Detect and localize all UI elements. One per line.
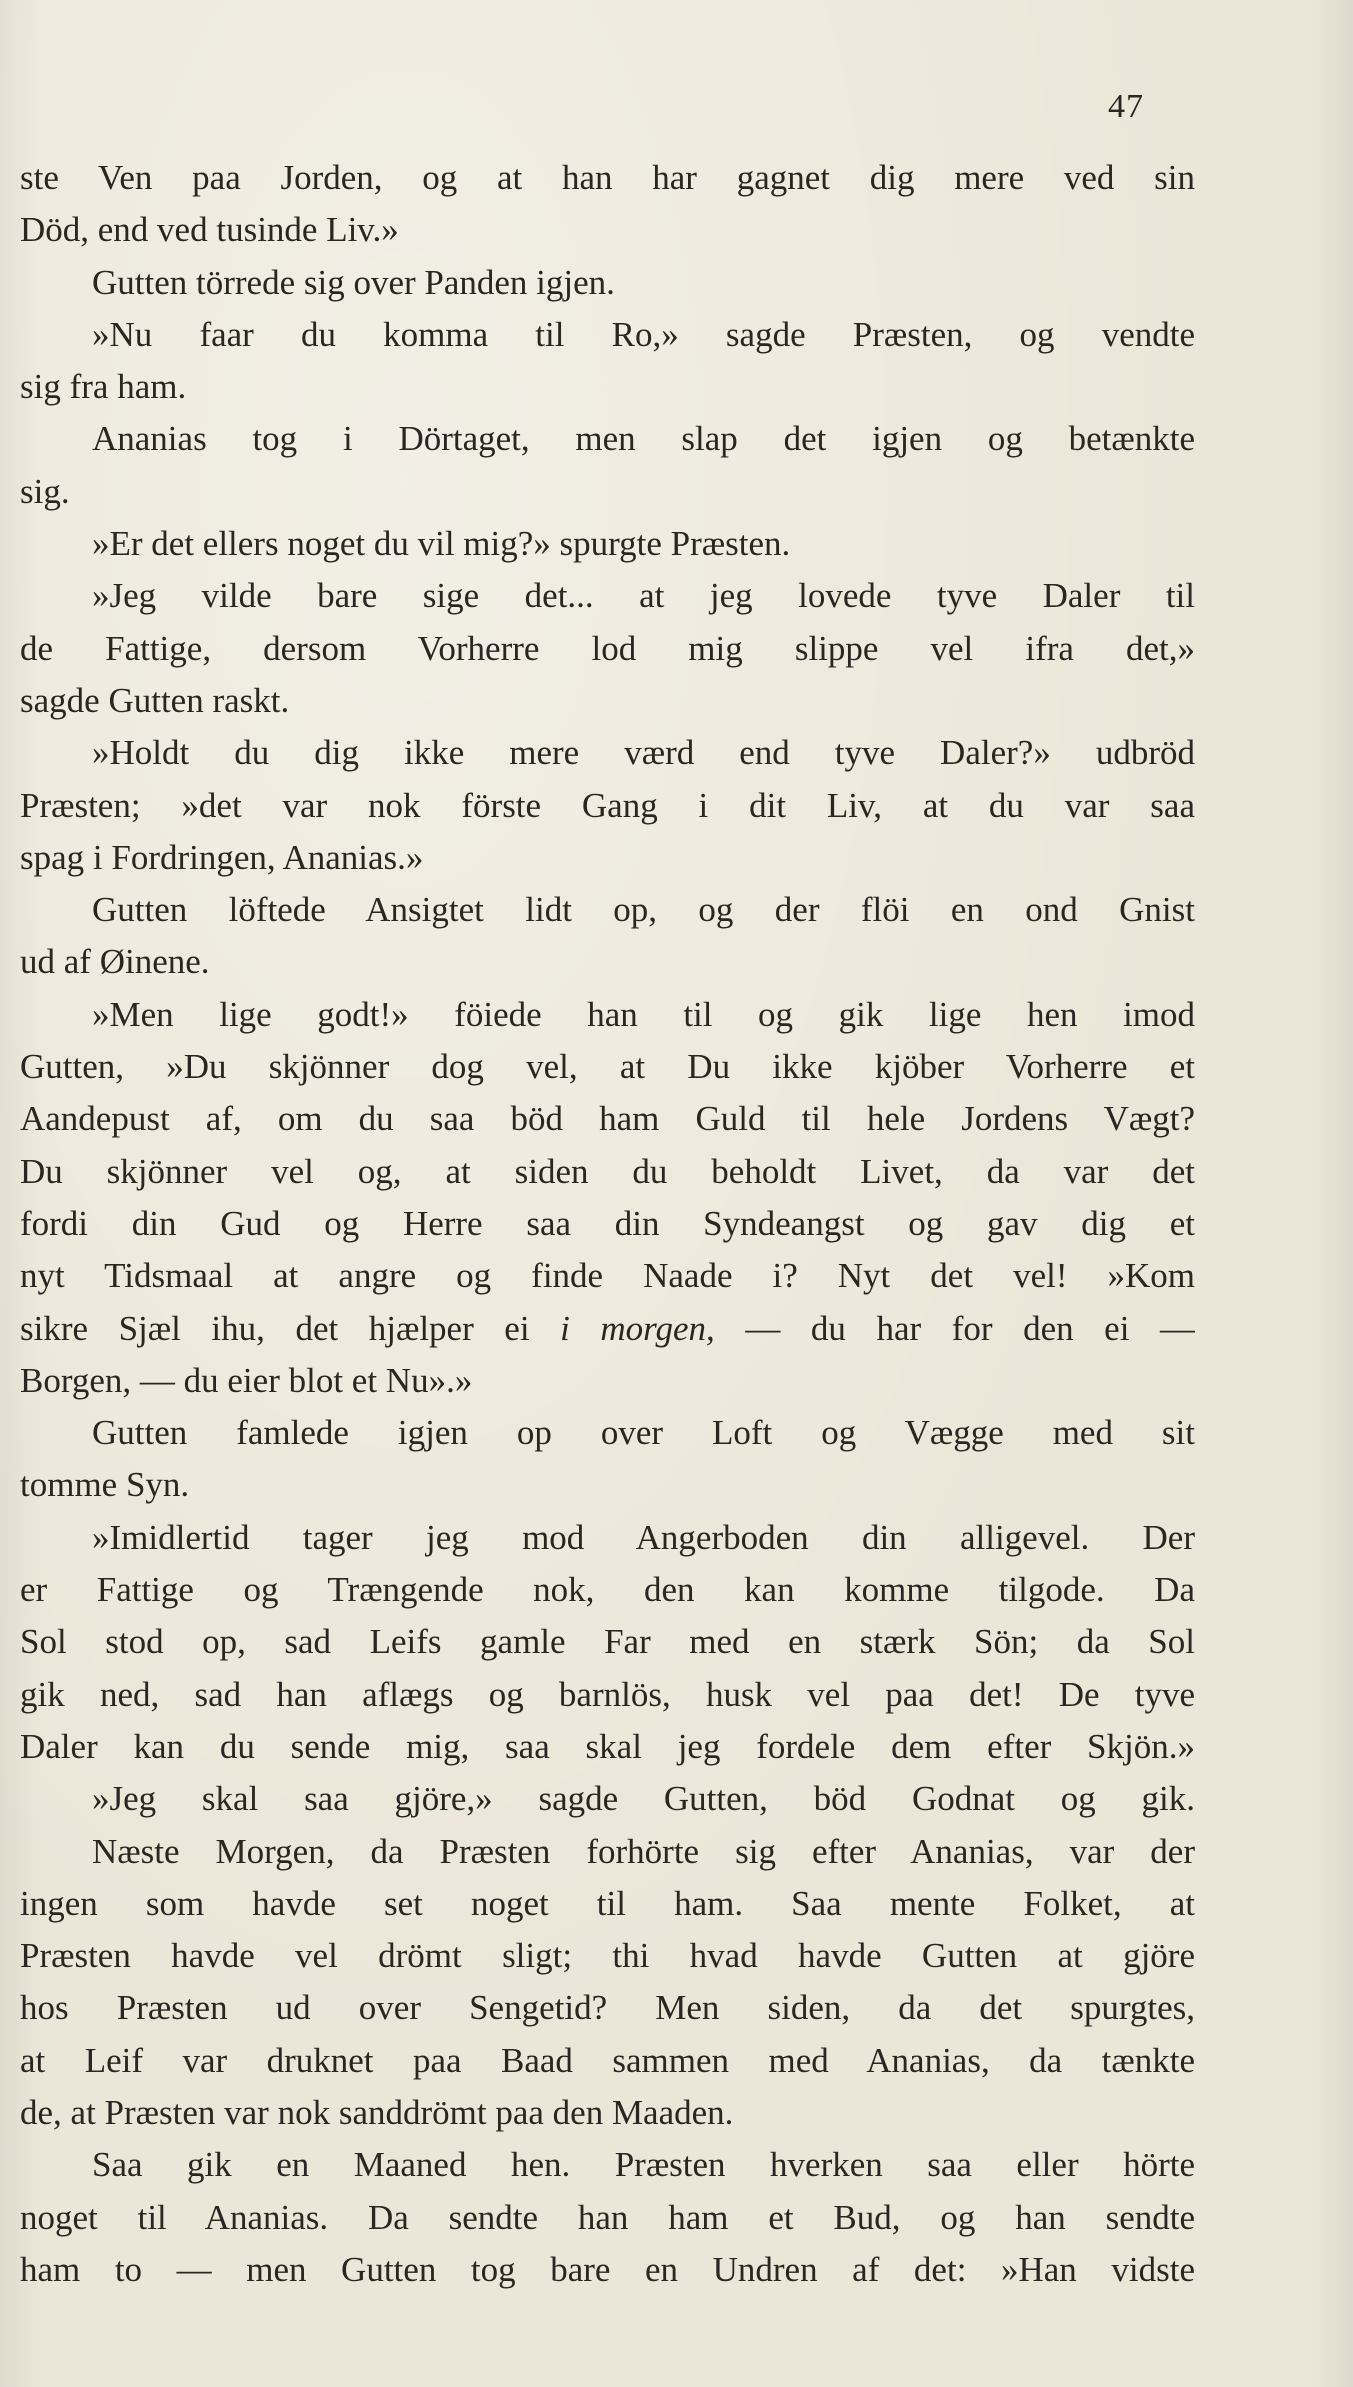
text-line: Saa gik en Maaned hen. Præsten hverken saa eller hörte (92, 2145, 1195, 2185)
text-line: gik ned, sad han aflægs og barnlös, husk vel paa det! De tyve (20, 1674, 1195, 1714)
text-line: de Fattige, dersom Vorherre lod mig slippe vel ifra det,» (20, 628, 1195, 668)
text-line: sig. (20, 471, 70, 511)
text-line: fordi din Gud og Herre saa din Syndeangst og gav dig et (20, 1203, 1195, 1243)
text-line (20, 1303, 1195, 1355)
text-line: tomme Syn. (20, 1465, 190, 1505)
text-line: ingen som havde set noget til ham. Saa mente Folket, at (20, 1883, 1195, 1923)
text-line: Ananias tog i Dörtaget, men slap det igjen og betænkte (92, 419, 1195, 459)
text-line: er Fattige og Trængende nok, den kan komme tilgode. Da (20, 1570, 1195, 1610)
text-line: sig fra ham. (20, 367, 187, 407)
text-line: Död, end ved tusinde Liv.» (20, 210, 399, 250)
text-line: Præsten havde vel drömt sligt; thi hvad havde Gutten at gjöre (20, 1936, 1195, 1976)
text-segment: — du har for den ei — (714, 1308, 1195, 1348)
text-line: »Imidlertid tager jeg mod Angerboden din alligevel. Der (92, 1517, 1195, 1557)
text-line: noget til Ananias. Da sendte han ham et Bud, og han sendte (20, 2197, 1195, 2237)
page-number: 47 (1108, 88, 1144, 125)
text-line: Gutten törrede sig over Panden igjen. (92, 262, 615, 302)
text-line: Aandepust af, om du saa böd ham Guld til hele Jordens Vægt? (20, 1099, 1195, 1139)
text-line: Sol stod op, sad Leifs gamle Far med en stærk Sön; da Sol (20, 1622, 1195, 1662)
text-line: ham to — men Gutten tog bare en Undren af det: »Han vidste (20, 2249, 1195, 2289)
text-line: ud af Øinene. (20, 942, 210, 982)
text-line: at Leif var druknet paa Baad sammen med Ananias, da tænkte (20, 2040, 1195, 2080)
text-segment: sikre Sjæl ihu, det hjælper ei (20, 1308, 561, 1348)
text-line: de, at Præsten var nok sanddrömt paa den Maaden. (20, 2092, 734, 2132)
text-line: »Nu faar du komma til Ro,» sagde Præsten, og vendte (92, 314, 1195, 354)
text-line: »Er det ellers noget du vil mig?» spurgte Præsten. (92, 524, 791, 564)
text-line: Gutten famlede igjen op over Loft og Vægge med sit (92, 1413, 1195, 1453)
text-line: Næste Morgen, da Præsten forhörte sig efter Ananias, var der (92, 1831, 1195, 1871)
body-text (20, 152, 1195, 2296)
text-line: Borgen, — du eier blot et Nu».» (20, 1360, 473, 1400)
text-line: »Jeg skal saa gjöre,» sagde Gutten, böd Godnat og gik. (92, 1779, 1195, 1819)
text-line: hos Præsten ud over Sengetid? Men siden, da det spurgtes, (20, 1988, 1195, 2028)
text-line: Daler kan du sende mig, saa skal jeg fordele dem efter Skjön.» (20, 1726, 1195, 1766)
text-line: spag i Fordringen, Ananias.» (20, 837, 424, 877)
text-line: »Holdt du dig ikke mere værd end tyve Daler?» udbröd (92, 733, 1195, 773)
text-line: »Jeg vilde bare sige det... at jeg lovede tyve Daler til (92, 576, 1195, 616)
text-line: Præsten; »det var nok förste Gang i dit Liv, at du var saa (20, 785, 1195, 825)
italic-phrase: i morgen, (560, 1308, 715, 1348)
text-line: Gutten, »Du skjönner dog vel, at Du ikke kjöber Vorherre et (20, 1047, 1195, 1087)
text-line: »Men lige godt!» föiede han til og gik lige hen imod (92, 994, 1195, 1034)
text-line: Du skjönner vel og, at siden du beholdt Livet, da var det (20, 1151, 1195, 1191)
text-line: Gutten löftede Ansigtet lidt op, og der flöi en ond Gnist (92, 890, 1195, 930)
text-line: nyt Tidsmaal at angre og finde Naade i? Nyt det vel! »Kom (20, 1256, 1195, 1296)
text-line: sagde Gutten raskt. (20, 680, 290, 720)
text-line: ste Ven paa Jorden, og at han har gagnet dig mere ved sin (20, 158, 1195, 197)
